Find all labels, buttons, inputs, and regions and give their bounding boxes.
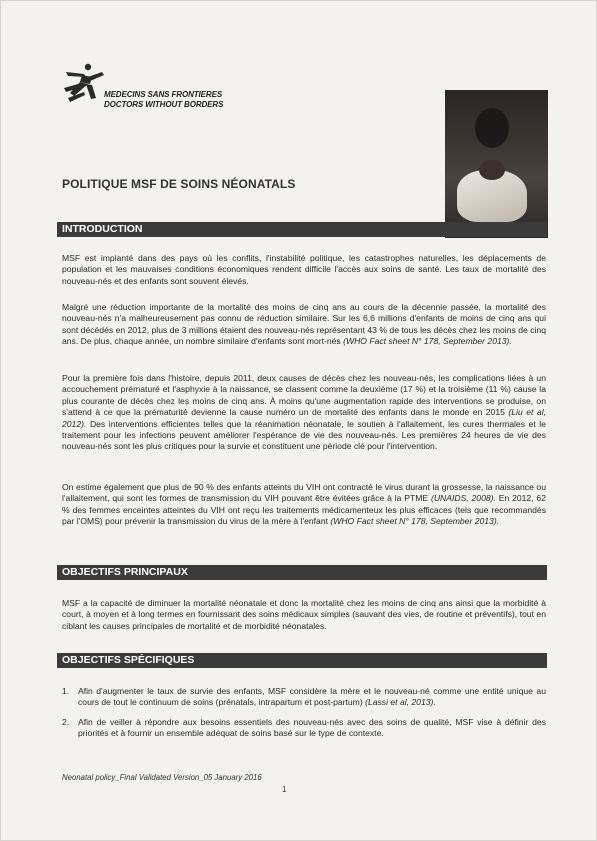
citation: (Lassi et al, 2013). [365,697,436,708]
paragraph-text: Des interventions efficientes telles que la réanimation néonatale, le soutien à l'allaitement, les cures thermales et le traitement pour les infections peuvent améliorer l'espérance de vie des nouveau-nés. Les premières 24 heures de vie des nouveau-nés sont les plus critiques pour la survie et constituent une période clé pour l'intervention. [62,418,546,452]
section-heading: INTRODUCTION [62,223,143,235]
footer-version: Neonatal policy_Final Validated Version_05 January 2016 [62,773,262,782]
objectives-paragraph: MSF a la capacité de diminuer la mortalité néonatale et donc la mortalité chez les moins de cinq ans ainsi que la morbidité à court, à moyen et à long termes en fournissant des soins médicaux simples (sauvant des vies, de routine et préventifs), tout en ciblant les causes principales de mortalité et de morbidité néonatales. [62,598,546,631]
msf-running-man-icon [62,62,106,108]
intro-paragraph-3 [62,373,546,453]
paragraph-text: Pour la première fois dans l'histoire, depuis 2011, deux causes de décès chez les nouveau-nés, les complications liées à un accouchement prématuré et l'asphyxie à la naissance, se classent comme la deuxième (17 %) et la troisième (11 %) cause la plus courante de décès chez les moins de cinq ans. À moins qu'une augmentation rapide des interventions se produise, on s'attend à ce que la prématurité devienne la cause numéro un de mortalité des enfants dans le monde en 2015 [62,373,546,418]
paragraph-text: En 2012, 62 % des femmes enceintes atteintes du VIH ont reçu les traitements médicamenteux les plus efficaces (tels que recommandés par l'OMS) pour prévenir la transmission du virus de la mère à l'enfant [62,493,546,527]
list-item [62,686,546,709]
intro-paragraph-2 [62,302,546,348]
paragraph-text: Malgré une réduction importante de la mortalité des moins de cinq ans au cours de la décennie passée, la mortalité des nouveau-nés n'a malheureusement pas connu de réduction similaire. Sur les 6,6 millions d'enfants de moins de cinq ans qui sont décédés en 2012, plus de 3 millions étaient des nouveau-nés représentant 43 % de tous les décès chez les moins de cinq ans. De plus, chaque année, un nombre similaire d'enfants sont mort-nés [62,302,546,347]
specific-objectives-list [62,686,546,748]
intro-paragraph-4 [62,482,546,528]
list-number: 1. [62,686,70,696]
paragraph-text: On estime également que plus de 90 % des enfants atteints du VIH ont contracté le virus durant la grossesse, la naissance ou l'allaitement, qui sont les formes de transmission du VIH pouvant être évitées grâce à la PTME [62,482,546,504]
document-title: POLITIQUE MSF DE SOINS NÉONATALS [62,177,296,191]
page-number: 1 [282,785,287,794]
citation: (UNAIDS, 2008). [430,493,496,504]
list-item-text: Afin de veiller à répondre aux besoins essentiels des nouveau-nés avec des soins de qualité, MSF vise à définir des priorités et à fournir un ensemble adéquat de soins basé sur le type de contexte. [78,716,546,739]
section-bar-objectifs-specifiques [57,653,547,668]
photo-head-shape [475,108,509,148]
section-bar-introduction [57,222,547,237]
section-heading: OBJECTIFS SPÉCIFIQUES [62,654,195,666]
intro-paragraph-1: MSF est implanté dans des pays où les conflits, l'instabilité politique, les catastrophes naturelles, les déplacements de population et les mauvaises conditions économiques rendent difficile l'accès aux soins de santé. Les taux de mortalité des nouveau-nés et des enfants sont souvent élevés. [62,253,546,286]
photo-baby-shape [479,160,505,180]
citation: (WHO Fact sheet N° 178, September 2013). [330,516,500,527]
citation: (WHO Fact sheet N° 178, September 2013). [343,336,512,347]
section-heading: OBJECTIFS PRINCIPAUX [62,566,188,578]
mother-child-photo [445,90,548,238]
msf-logo [62,62,232,110]
logo-text [104,90,223,109]
logo-line-fr: MEDECINS SANS FRONTIERES [104,90,223,99]
logo-line-en: DOCTORS WITHOUT BORDERS [104,99,224,109]
list-number: 2. [62,716,70,727]
list-item [62,717,546,740]
section-bar-objectifs-principaux [57,565,547,580]
list-item-text: Afin d'augmenter le taux de survie des enfants, MSF considère la mère et le nouveau-né comme une entité unique au cours de tout le continuum de soins (prénatals, intrapartum et post-partum) [78,686,546,708]
citation: (Liu et al, 2012). [62,407,546,429]
